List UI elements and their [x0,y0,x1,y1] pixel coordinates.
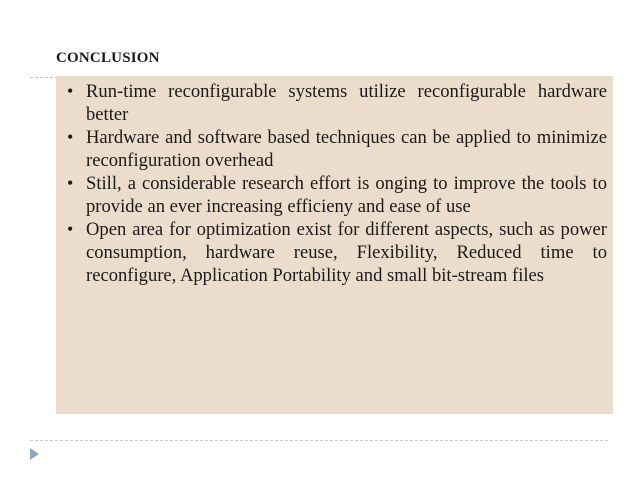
bullet-item [64,126,607,172]
bullet-icon: • [67,81,74,101]
triangle-right-icon [30,448,39,460]
bullet-text: Open area for optimization exist for different aspects, such as power consumption, hardware reuse, Flexibility, Reduced time to reconfigure, Application Portability and small bit-stream files [86,219,607,286]
bullet-item [64,218,607,287]
bullet-text: Run-time reconfigurable systems utilize reconfigurable hardware better [86,81,607,125]
bullet-text: Hardware and software based techniques can be applied to minimize reconfiguration overhead [86,127,607,171]
bullet-icon: • [67,219,74,239]
bullet-icon: • [67,127,74,147]
bullet-item [64,172,607,218]
slide-title: CONCLUSION [56,50,160,66]
content-box [56,76,613,414]
bullet-icon: • [67,173,74,193]
bullet-text: Still, a considerable research effort is onging to improve the tools to provide an ever increasing efficieny and ease of use [86,173,607,217]
bottom-divider [30,440,608,441]
bullet-list [64,80,607,287]
bullet-item [64,80,607,126]
